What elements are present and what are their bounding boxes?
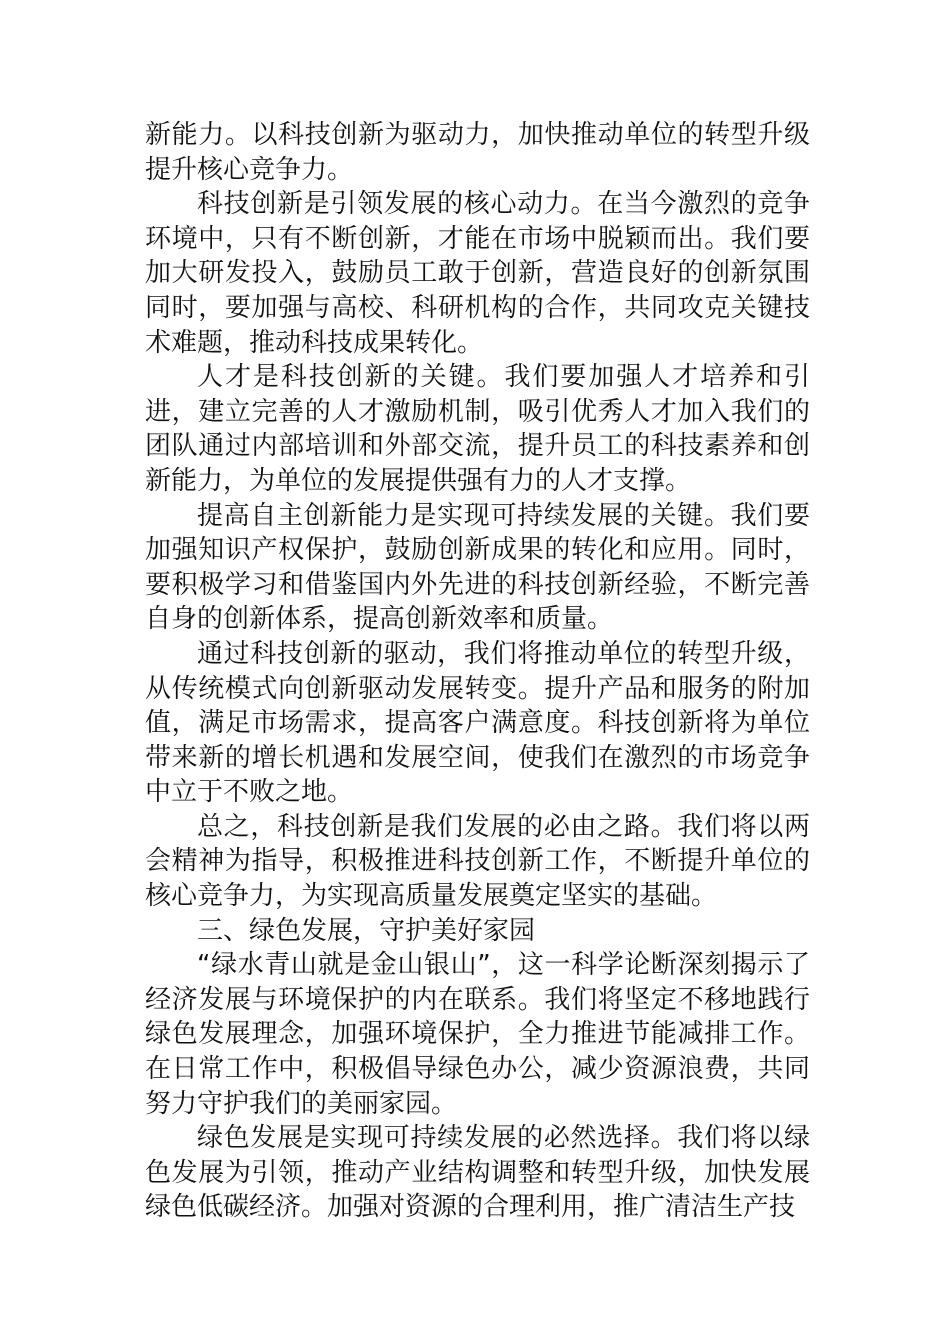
paragraph-green-choice: 绿色发展是实现可持续发展的必然选择。我们将以绿色发展为引领，推动产业结构调整和转型升级，加快发展绿色低碳经济。加强对资源的合理利用，推广清洁生产技 [145, 1123, 810, 1223]
paragraph-transformation: 通过科技创新的驱动，我们将推动单位的转型升级，从传统模式向创新驱动发展转变。提升产品和服务的附加值，满足市场需求，提高客户满意度。科技创新将为单位带来新的增长机遇和发展空间，使我们在激烈的市场竞争中立于不败之地。 [145, 638, 810, 808]
paragraph-talent: 人才是科技创新的关键。我们要加强人才培养和引进，建立完善的人才激励机制，吸引优秀人才加入我们的团队通过内部培训和外部交流，提升员工的科技素养和创新能力，为单位的发展提供强有力的人才支撑。 [145, 362, 810, 496]
section-heading-green-development: 三、绿色发展，守护美好家园 [197, 915, 536, 946]
paragraph-independent-innovation: 提高自主创新能力是实现可持续发展的关键。我们要加强知识产权保护，鼓励创新成果的转化和应用。同时，要积极学习和借鉴国内外先进的科技创新经验，不断完善自身的创新体系，提高创新效率和质量。 [145, 500, 810, 635]
paragraph-summary: 总之，科技创新是我们发展的必由之路。我们将以两会精神为指导，积极推进科技创新工作，不断提升单位的核心竞争力，为实现高质量发展奠定坚实的基础。 [145, 811, 810, 912]
paragraph-continuation: 新能力。以科技创新为驱动力，加快推动单位的转型升级提升核心竞争力。 [145, 120, 810, 185]
paragraph-tech-innovation-core: 科技创新是引领发展的核心动力。在当今激烈的竞争环境中，只有不断创新，才能在市场中脱颖而出。我们要加大研发投入，鼓励员工敢于创新，营造良好的创新氛围同时，要加强与高校、科研机构的合作，共同攻克关键技术难题，推动科技成果转化。 [145, 189, 810, 358]
document-body [145, 118, 810, 1225]
paragraph-green-mountains: “绿水青山就是金山银山”，这一科学论断深刻揭示了经济发展与环境保护的内在联系。我们将坚定不移地践行绿色发展理念，加强环境保护，全力推进节能减排工作。在日常工作中，积极倡导绿色办公，减少资源浪费，共同努力守护我们的美丽家园。 [145, 950, 810, 1119]
